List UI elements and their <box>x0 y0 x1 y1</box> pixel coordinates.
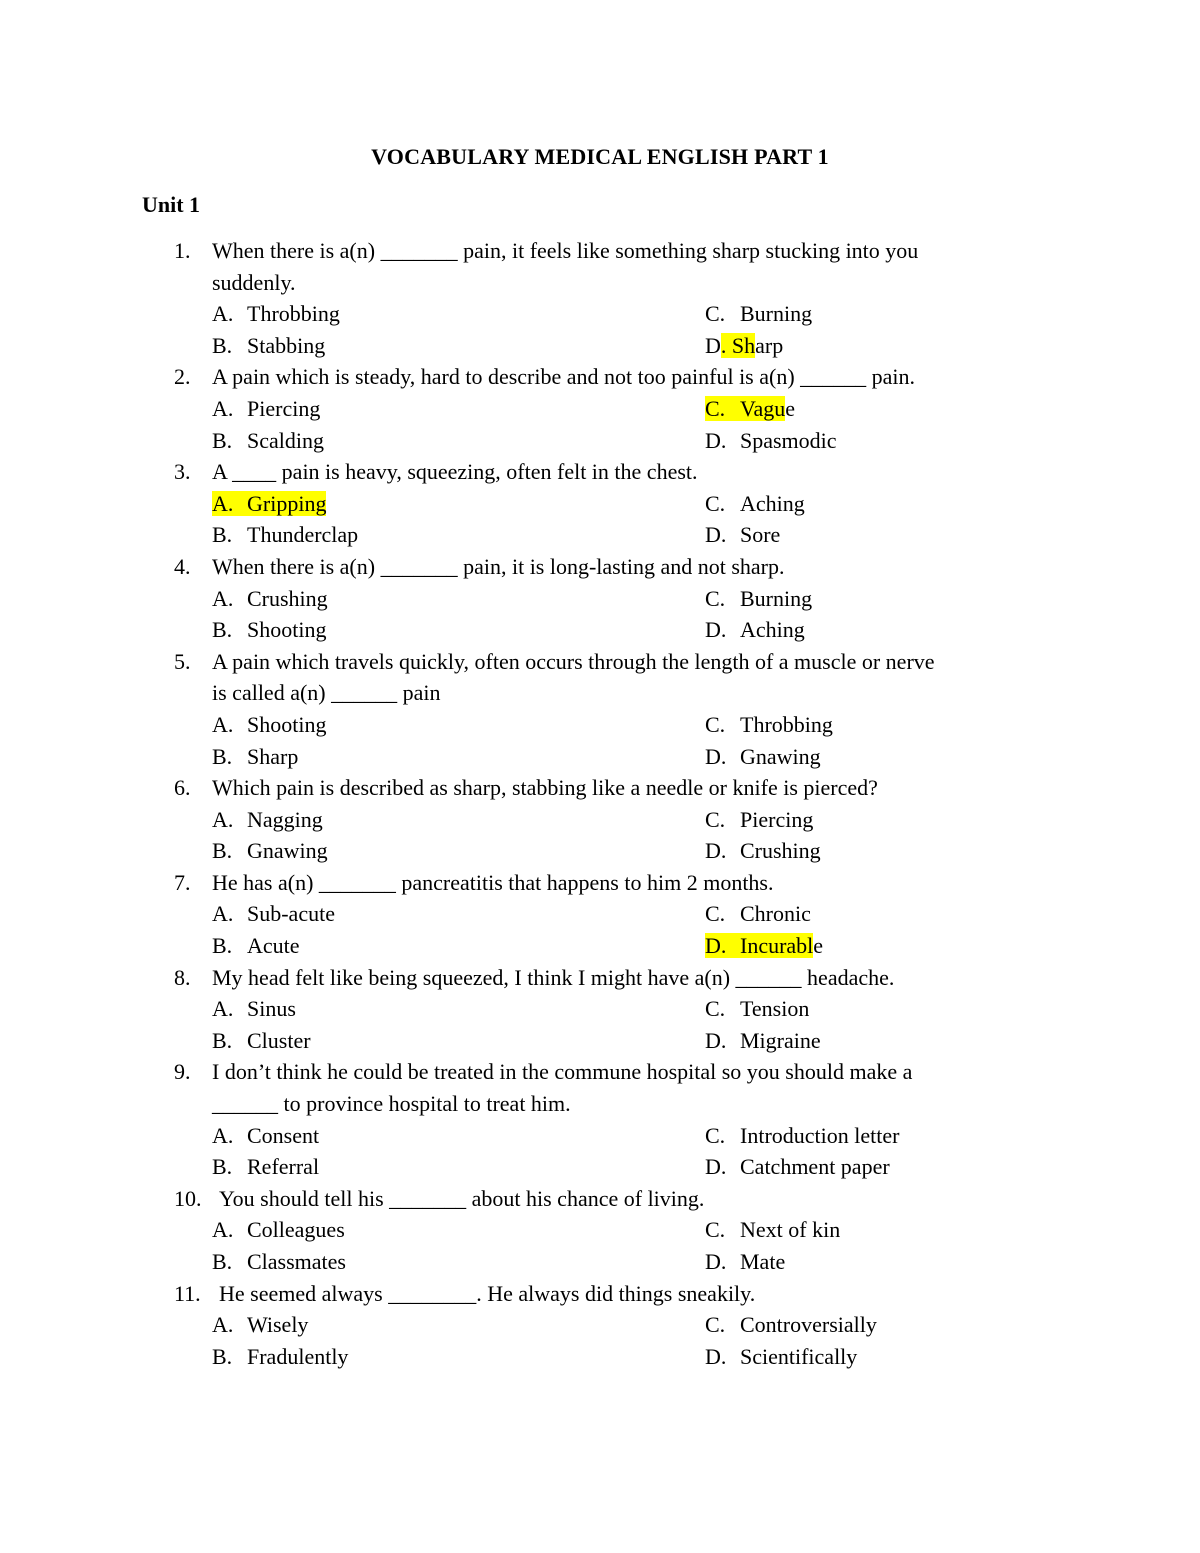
option-letter: A. <box>212 711 234 737</box>
question-6 <box>0 772 1200 867</box>
option-text: Spasmodic <box>740 427 837 453</box>
option-text: Catchment paper <box>740 1154 890 1180</box>
option-letter: C. <box>705 1122 726 1148</box>
option-text: Cluster <box>247 1027 311 1053</box>
option-letter: B. <box>212 838 233 864</box>
option-letter: C. <box>705 395 726 421</box>
option-c <box>705 1309 877 1341</box>
option-letter: A. <box>212 1122 234 1148</box>
highlight-text: Sh <box>726 332 756 358</box>
question-text: My head felt like being squeezed, I think I might have a(n) ______ headache. <box>212 964 895 990</box>
option-text: Aching <box>740 490 805 516</box>
question-text: A pain which is steady, hard to describe and not too painful is a(n) ______ pain. <box>212 364 916 390</box>
highlight-text: Incurabl <box>740 933 814 959</box>
option-text: Aching <box>740 617 805 643</box>
question-text: When there is a(n) _______ pain, it is long-lasting and not sharp. <box>212 553 785 579</box>
question-text: I don’t think he could be treated in the commune hospital so you should make a <box>212 1059 913 1085</box>
question-text: A pain which travels quickly, often occurs through the length of a muscle or nerve <box>212 648 935 674</box>
option-letter: C. <box>705 806 726 832</box>
option-b <box>212 1025 311 1057</box>
question-text: is called a(n) ______ pain <box>212 680 441 706</box>
option-letter: A. <box>212 996 234 1022</box>
option-letter: B. <box>212 427 233 453</box>
option-text: Colleagues <box>247 1217 345 1243</box>
document-title: VOCABULARY MEDICAL ENGLISH PART 1 <box>371 144 829 169</box>
option-text: Scalding <box>247 427 324 453</box>
option-letter: B. <box>212 617 233 643</box>
option-d <box>705 1151 890 1183</box>
option-letter: D. <box>705 743 727 769</box>
option-b <box>212 425 324 457</box>
option-b <box>212 1151 319 1183</box>
option-a <box>212 709 326 741</box>
option-letter: D. <box>705 933 727 959</box>
option-text: Fradulently <box>247 1343 349 1369</box>
option-text-rest: e <box>785 395 795 421</box>
question-text: When there is a(n) _______ pain, it feels like something sharp stucking into you <box>212 238 919 263</box>
highlight-punct: . <box>720 332 727 358</box>
option-a <box>212 993 296 1025</box>
question-number: 6. <box>174 775 191 801</box>
option-text: Classmates <box>247 1249 346 1274</box>
option-b <box>212 519 358 551</box>
answer-highlight <box>705 396 785 421</box>
question-number: 1. <box>174 238 191 263</box>
option-letter: C. <box>705 1217 726 1243</box>
option-text: Throbbing <box>247 301 340 327</box>
option-c <box>705 709 833 741</box>
option-d <box>705 330 783 362</box>
option-letter: A. <box>212 301 234 327</box>
option-d <box>705 930 823 962</box>
option-text: Mate <box>740 1249 786 1274</box>
option-d <box>705 519 780 551</box>
option-letter: A. <box>212 1312 234 1338</box>
option-text-rest: e <box>813 933 824 959</box>
option-a <box>212 1309 308 1341</box>
answer-highlight <box>705 933 813 958</box>
question-2 <box>0 361 1200 456</box>
option-a <box>212 298 340 330</box>
question-11 <box>0 1278 1200 1373</box>
option-a <box>212 1214 345 1246</box>
option-letter: C. <box>705 711 726 737</box>
option-d <box>705 1025 821 1057</box>
option-text: Thunderclap <box>247 522 359 548</box>
option-text: Sinus <box>247 996 296 1022</box>
option-letter: B. <box>212 933 233 959</box>
question-number: 7. <box>174 869 191 895</box>
option-text: Sub-acute <box>247 901 335 927</box>
option-letter: B. <box>212 522 233 548</box>
option-text: Shooting <box>247 617 327 643</box>
option-a <box>212 583 328 615</box>
question-3 <box>0 456 1200 551</box>
option-text: Crushing <box>247 585 328 611</box>
option-a <box>212 393 320 425</box>
option-text: Tension <box>740 996 810 1022</box>
option-c <box>705 1120 899 1152</box>
option-b <box>212 1341 348 1373</box>
option-a <box>212 1120 319 1152</box>
option-text: Stabbing <box>247 332 326 358</box>
question-text: He has a(n) _______ pancreatitis that happens to him 2 months. <box>212 869 774 895</box>
option-letter: B. <box>212 743 233 769</box>
option-letter: C. <box>705 901 726 927</box>
option-letter: C. <box>705 490 726 516</box>
option-text: Sharp <box>247 743 299 769</box>
question-text: suddenly. <box>212 269 296 295</box>
option-letter: B. <box>212 1154 233 1180</box>
question-4 <box>0 551 1200 646</box>
question-list <box>0 235 1200 1372</box>
question-9 <box>0 1056 1200 1182</box>
option-text: Nagging <box>247 806 323 832</box>
question-text: ______ to province hospital to treat him. <box>212 1091 571 1117</box>
option-text: Sore <box>740 522 781 548</box>
question-text: Which pain is described as sharp, stabbing like a needle or knife is pierced? <box>212 775 878 801</box>
option-d <box>705 741 821 773</box>
option-letter: D. <box>705 522 727 548</box>
question-number: 11. <box>174 1280 201 1306</box>
question-7 <box>0 867 1200 962</box>
option-text: Acute <box>247 933 300 959</box>
option-letter: C. <box>705 996 726 1022</box>
question-5 <box>0 646 1200 772</box>
option-letter: C. <box>705 301 726 327</box>
option-text: Wisely <box>247 1312 309 1338</box>
option-letter: C. <box>705 1312 726 1338</box>
option-c <box>705 804 813 836</box>
option-letter: A. <box>212 806 234 832</box>
option-d <box>705 1341 857 1373</box>
option-letter: B. <box>212 1343 233 1369</box>
option-c <box>705 993 809 1025</box>
option-text: Gnawing <box>247 838 328 864</box>
option-letter: D. <box>705 1249 727 1274</box>
answer-highlight <box>212 491 326 516</box>
option-b <box>212 1246 346 1278</box>
option-c <box>705 298 812 330</box>
option-text: Introduction letter <box>740 1122 900 1148</box>
option-a <box>212 804 323 836</box>
highlight-text: Vagu <box>740 395 786 421</box>
question-number: 4. <box>174 553 191 579</box>
option-text: Piercing <box>740 806 814 832</box>
option-d <box>705 1246 785 1278</box>
question-1 <box>0 235 1200 361</box>
question-number: 5. <box>174 648 191 674</box>
option-b <box>212 330 325 362</box>
option-letter: D. <box>705 1154 727 1180</box>
unit-heading: Unit 1 <box>142 192 201 217</box>
question-number: 9. <box>174 1059 191 1085</box>
option-text: Consent <box>247 1122 320 1148</box>
question-number: 3. <box>174 459 191 485</box>
option-d <box>705 614 805 646</box>
option-text: Burning <box>740 585 813 611</box>
option-letter: A. <box>212 901 234 927</box>
option-d <box>705 835 821 867</box>
option-text: Piercing <box>247 395 321 421</box>
question-number: 10. <box>174 1185 202 1211</box>
option-text-rest: arp <box>755 332 784 358</box>
question-number: 8. <box>174 964 191 990</box>
option-text: Migraine <box>740 1027 821 1053</box>
answer-highlight <box>721 333 755 358</box>
option-text: Gripping <box>247 490 327 516</box>
option-text: Gnawing <box>740 743 821 769</box>
option-text: Burning <box>740 301 813 327</box>
option-letter: C. <box>705 585 726 611</box>
option-b <box>212 835 328 867</box>
option-text: Referral <box>247 1154 320 1180</box>
option-letter: B. <box>212 1249 233 1274</box>
option-text: Next of kin <box>740 1217 841 1243</box>
option-letter: D <box>705 332 721 358</box>
option-letter: D. <box>705 617 727 643</box>
option-text: Chronic <box>740 901 811 927</box>
option-c <box>705 488 805 520</box>
question-text: A ____ pain is heavy, squeezing, often felt in the chest. <box>212 459 698 485</box>
option-text: Controversially <box>740 1312 877 1338</box>
option-c <box>705 393 795 425</box>
question-number: 2. <box>174 364 191 390</box>
question-10 <box>0 1183 1200 1278</box>
option-c <box>705 1214 840 1246</box>
question-text: He seemed always ________. He always did things sneakily. <box>219 1280 756 1306</box>
option-letter: D. <box>705 427 727 453</box>
option-b <box>212 741 298 773</box>
option-c <box>705 898 811 930</box>
option-text: Throbbing <box>740 711 833 737</box>
option-letter: A. <box>212 395 234 421</box>
option-letter: D. <box>705 838 727 864</box>
option-text: Shooting <box>247 711 327 737</box>
option-letter: A. <box>212 585 234 611</box>
question-text: You should tell his _______ about his chance of living. <box>219 1185 705 1211</box>
option-letter: D. <box>705 1343 727 1369</box>
option-d <box>705 425 837 457</box>
option-letter: A. <box>212 1217 234 1243</box>
option-text: Crushing <box>740 838 821 864</box>
option-b <box>212 930 300 962</box>
option-letter: A. <box>212 490 234 516</box>
option-b <box>212 614 326 646</box>
option-a <box>212 488 326 520</box>
question-8 <box>0 962 1200 1057</box>
option-letter: B. <box>212 332 233 358</box>
option-c <box>705 583 812 615</box>
option-letter: D. <box>705 1027 727 1053</box>
option-letter: B. <box>212 1027 233 1053</box>
option-text: Scientifically <box>740 1343 858 1369</box>
option-a <box>212 898 335 930</box>
